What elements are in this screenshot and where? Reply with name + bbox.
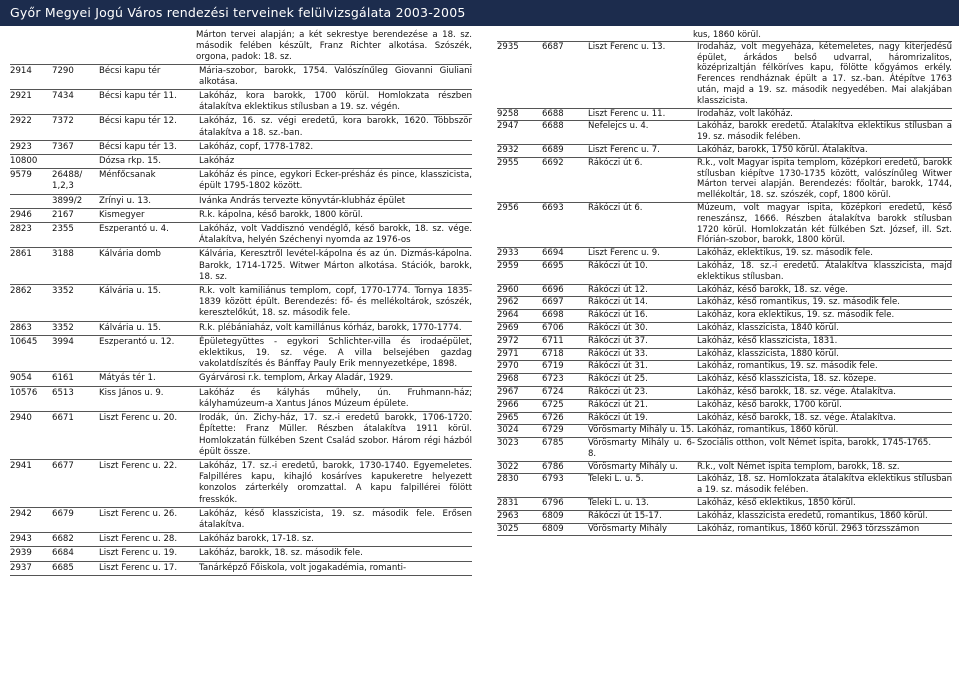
cell-description: Lakóház, romantikus, 19. sz. második fele. (697, 361, 878, 372)
cell-id-number: 2830 (497, 474, 519, 485)
table-row (497, 474, 952, 498)
cell-lot-number: 6793 (542, 474, 564, 485)
table-row (497, 336, 952, 349)
cell-address: Liszt Ferenc u. 26. (99, 508, 178, 519)
cell-lot-number: 6677 (52, 460, 74, 471)
cell-lot-number: 3188 (52, 249, 74, 260)
cell-id-number: 2922 (10, 116, 32, 127)
cell-description: R.k. volt kamiliánus templom, copf, 1770-1774. Tornya 1835-1839 között épült. Berendezés: fő- és mellékoltárok, szószék, keresztelőkút, 18. sz. második fele. (199, 286, 472, 319)
cell-id-number: 2972 (497, 335, 519, 346)
cell-address: Ménfőcsanak (99, 170, 156, 181)
cell-lot-number: 6723 (542, 374, 564, 385)
table-row (10, 223, 472, 248)
cell-id-number: 2942 (10, 508, 32, 519)
cell-lot-number: 3352 (52, 286, 74, 297)
cell-description: Tanárképző Főiskola, volt jogakadémia, romanti- (199, 562, 407, 573)
table-row (497, 524, 952, 537)
table-row (497, 349, 952, 362)
cell-address: Nefelejcs u. 4. (588, 121, 649, 132)
table-row (10, 209, 472, 223)
cell-lot-number: 6726 (542, 412, 564, 423)
cell-description: Lakóház barokk, 17-18. sz. (199, 534, 314, 545)
cell-lot-number: 6687 (542, 41, 564, 52)
table-row (10, 460, 472, 508)
cell-lot-number: 6671 (52, 413, 74, 424)
cell-address: Liszt Ferenc u. 17. (99, 562, 178, 573)
cell-address: Liszt Ferenc u. 7. (588, 144, 660, 155)
cell-id-number: 2862 (10, 286, 32, 297)
cell-description: Lakóház, 16. sz. végi eredetű, kora barokk, 1620. Többször átalakítva a 18. sz.-ban. (199, 116, 472, 138)
cell-description: Lakóház, volt Vaddisznó vendéglő, késő barokk, 18. sz. vége. Átalakítva, helyén Széchenyi nyomda az 1976-os (199, 224, 472, 246)
cell-lot-number: 6684 (52, 548, 74, 559)
cell-description: Múzeum, volt magyar ispita, középkori eredetű, késő reneszánsz, 1666. Részben átalakítva barokk stílusban 1720 körül. Homlokzatán két fülkében Szt. József, ill. Szt. Flórián-szobor, barokk, 1800 körül. (697, 202, 952, 246)
cell-description: R.k., volt Magyar ispita templom, középkori eredetű, barokk stílusban kiépítve 1730-1735 között, valószínűleg Witwer Márton tervei alapján. Berendezés: főoltár, barokk, 1744, mellékoltár, 18. sz. szószék, copf, 1800 körül. (697, 157, 952, 201)
cell-id-number: 2940 (10, 413, 32, 424)
table-row (10, 336, 472, 373)
cell-lot-number: 3994 (52, 336, 74, 347)
table-row (10, 508, 472, 533)
cell-description: Irodaház, volt megyeháza, kétemeletes, nagy kiterjedésű épület, árkádos belső udvarral, háromrizalitos, középrizaltján félköríves kapu, fölötte kőgyámos erkély. Ferences rendháznak épült a 17. sz.-ban. Átépítve 1763 után, majd a 19. sz. második negyedében. Mai alakjában klasszicista. (697, 41, 952, 106)
cell-id-number: 10645 (10, 336, 38, 347)
cell-lot-number: 7367 (52, 141, 74, 152)
cell-address: Mátyás tér 1. (99, 373, 156, 384)
cell-id-number: 2863 (10, 322, 32, 333)
cell-id-number: 2933 (497, 248, 519, 259)
table-row (497, 323, 952, 336)
cell-description: Épületegyüttes - egykori Schlichter-villa és irodaépület, eklektikus, 19. sz. vége. A villa belsejében gazdag vakolatdíszítés és Bánffay Pauly Erik mennyezetképe, 1898. (199, 336, 472, 370)
table-row (497, 261, 952, 285)
cell-id-number: 2960 (497, 284, 519, 295)
cell-description: Lakóház, késő barokk, 1700 körül. (697, 399, 842, 410)
table-row (10, 65, 472, 90)
cell-lot-number: 3899/2 (52, 195, 83, 206)
cell-id-number: 9054 (10, 373, 32, 384)
cell-description: Szociális otthon, volt Német ispita, barokk, 1745-1765. (697, 438, 932, 449)
cell-id-number: 2956 (497, 202, 519, 213)
cell-lot-number: 6809 (542, 523, 564, 534)
table-row (10, 562, 472, 576)
cell-address: Rákóczi út 6. (588, 157, 643, 168)
cell-lot-number: 6688 (542, 108, 564, 119)
cell-address: Vörösmarty Mihály u. 6-8. (588, 438, 695, 459)
cell-description: Lakóház, copf, 1778-1782. (199, 141, 314, 152)
cell-lot-number: 6682 (52, 534, 74, 545)
cell-description: Lakóház, klasszicista, 1840 körül. (697, 322, 839, 333)
cell-address: Liszt Ferenc u. 9. (588, 248, 660, 259)
cell-lot-number: 6698 (542, 310, 564, 321)
cell-address: Liszt Ferenc u. 20. (99, 413, 178, 424)
cell-address: Rákóczi út 19. (588, 412, 648, 423)
cell-id-number: 2937 (10, 562, 32, 573)
left-continuation-text: Márton tervei alapján; a két sekrestye berendezése a 18. sz. második felében készült, Franz Richter alkotása. Szószék, orgona, padok: 18. sz. (196, 30, 472, 63)
cell-id-number: 2831 (497, 498, 519, 509)
cell-description: Lakóház, késő barokk, 18. sz. vége. Átalakítva. (697, 386, 896, 397)
cell-lot-number: 6796 (542, 498, 564, 509)
table-row (10, 141, 472, 155)
table-row (497, 203, 952, 248)
cell-id-number: 2955 (497, 157, 519, 168)
cell-lot-number: 6685 (52, 562, 74, 573)
cell-description: Lakóház, romantikus, 1860 körül. 2963 törzsszámon (697, 523, 920, 534)
page-header (0, 0, 959, 26)
cell-lot-number: 6694 (542, 248, 564, 259)
cell-lot-number: 6689 (542, 144, 564, 155)
cell-address: Kálvária u. 15. (99, 286, 161, 297)
cell-lot-number: 6692 (542, 157, 564, 168)
table-row (10, 248, 472, 285)
table-row (497, 121, 952, 145)
table-row (497, 42, 952, 109)
cell-lot-number: 26488/ 1,2,3 (52, 170, 83, 192)
table-row (10, 387, 472, 412)
table-row (497, 387, 952, 400)
cell-lot-number: 6513 (52, 387, 74, 398)
cell-id-number (10, 196, 49, 207)
cell-lot-number: 6697 (542, 297, 564, 308)
cell-address: Rákóczi út 6. (588, 202, 643, 213)
table-row (497, 285, 952, 298)
cell-address: Bécsi kapu tér (99, 65, 161, 76)
cell-description: Lakóház és kályhás műhely, ún. Fruhmann-ház; kályhamúzeum-a Xantus János Múzeum épülete. (199, 387, 472, 409)
cell-description: Irodaház, volt lakóház. (697, 108, 793, 119)
cell-lot-number: 6693 (542, 202, 564, 213)
table-row (497, 425, 952, 438)
table-row (497, 511, 952, 524)
cell-lot-number: 3352 (52, 322, 74, 333)
right-column (497, 30, 952, 536)
cell-description: Lakóház, romantikus, 1860 körül. (697, 425, 839, 436)
cell-id-number: 10800 (10, 156, 38, 167)
table-row (497, 498, 952, 511)
cell-description: Lakóház, barokk, 1750 körül. Átalakítva. (697, 144, 868, 155)
cell-lot-number: 6786 (542, 461, 564, 472)
cell-description: Mária-szobor, barokk, 1754. Valószínűleg Giovanni Giuliani alkotása. (199, 65, 472, 87)
cell-lot-number: 6729 (542, 425, 564, 436)
cell-lot-number: 6679 (52, 508, 74, 519)
cell-id-number: 2962 (497, 297, 519, 308)
table-row (497, 400, 952, 413)
cell-lot-number: 6724 (542, 386, 564, 397)
cell-lot-number: 6719 (542, 361, 564, 372)
cell-address: Bécsi kapu tér 13. (99, 141, 177, 152)
cell-description: R.k., volt Német ispita templom, barokk, 18. sz. (697, 461, 900, 472)
cell-id-number: 2943 (10, 534, 32, 545)
cell-id-number: 2971 (497, 348, 519, 359)
cell-id-number: 2965 (497, 412, 519, 423)
cell-id-number: 2964 (497, 310, 519, 321)
cell-lot-number: 2167 (52, 209, 74, 220)
cell-address: Liszt Ferenc u. 13. (588, 41, 666, 52)
left-continuation-row (10, 30, 472, 65)
cell-description: Lakóház, késő barokk, 18. sz. vége. Átalakítva. (697, 412, 896, 423)
table-row (10, 195, 472, 209)
table-row (497, 158, 952, 203)
cell-description: Lakóház, klasszicista eredetű, romantikus, 1860 körül. (697, 510, 928, 521)
cell-lot-number: 6725 (542, 399, 564, 410)
cell-id-number: 3024 (497, 425, 519, 436)
table-row (10, 412, 472, 460)
cell-address: Liszt Ferenc u. 22. (99, 460, 178, 471)
cell-address: Eszperantó u. 12. (99, 336, 175, 347)
cell-address: Dózsa rkp. 15. (99, 156, 161, 167)
table-row (10, 322, 472, 336)
cell-description: R.k. kápolna, késő barokk, 1800 körül. (199, 209, 363, 220)
cell-address: Rákóczi út 10. (588, 260, 648, 271)
table-row (10, 155, 472, 169)
cell-id-number: 9579 (10, 170, 32, 181)
cell-address: Zrínyi u. 13. (99, 195, 152, 206)
cell-id-number: 2914 (10, 65, 32, 76)
cell-id-number: 2959 (497, 260, 519, 271)
cell-address: Kálvária domb (99, 249, 161, 260)
cell-description: Lakóház, eklektikus, 19. sz. második fele. (697, 248, 873, 259)
cell-description: Lakóház, késő eklektikus, 1850 körül. (697, 498, 856, 509)
cell-address: Rákóczi út 37. (588, 335, 648, 346)
cell-address: Kálvária u. 15. (99, 322, 161, 333)
table-row (10, 90, 472, 115)
cell-id-number: 2823 (10, 224, 32, 235)
left-column (10, 30, 472, 576)
cell-address: Liszt Ferenc u. 28. (99, 534, 178, 545)
cell-description: Lakóház, barokk eredetű. Átalakítva eklektikus stílusban a 19. sz. második felében. (697, 121, 952, 143)
cell-description: Lakóház, kora eklektikus, 19. sz. második fele. (697, 310, 895, 321)
table-row (497, 361, 952, 374)
cell-id-number: 2946 (10, 209, 32, 220)
cell-address: Kismegyer (99, 209, 145, 220)
cell-lot-number: 6785 (542, 438, 564, 449)
cell-id-number: 3025 (497, 523, 519, 534)
cell-description: Lakóház, késő klasszicista, 1831. (697, 335, 838, 346)
cell-id-number: 2861 (10, 249, 32, 260)
cell-lot-number: 6161 (52, 373, 74, 384)
cell-address: Rákóczi út 15-17. (588, 510, 662, 521)
cell-lot-number: 2355 (52, 224, 74, 235)
cell-lot-number: 7372 (52, 116, 74, 127)
cell-address: Bécsi kapu tér 11. (99, 91, 177, 102)
header-title: Győr Megyei Jogú Város rendezési terveinek felülvizsgálata 2003-2005 (10, 5, 466, 20)
table-row (497, 310, 952, 323)
cell-id-number: 3022 (497, 461, 519, 472)
cell-lot-number: 6695 (542, 260, 564, 271)
cell-description: Lakóház, 18. sz. Homlokzata átalakítva eklektikus stílusban a 19. sz. második felében. (697, 474, 952, 496)
cell-description: Lakóház, kora barokk, 1700 körül. Homlokzata részben átalakítva eklektikus stílusban a 19. sz. végén. (199, 91, 472, 113)
table-row (10, 533, 472, 547)
cell-address: Rákóczi út 33. (588, 348, 648, 359)
cell-description: Lakóház, klasszicista, 1880 körül. (697, 348, 839, 359)
cell-description: Lakóház, barokk, 18. sz. második fele. (199, 548, 363, 559)
table-row (10, 115, 472, 140)
cell-id-number: 2967 (497, 386, 519, 397)
cell-description: Irodák, ún. Zichy-ház, 17. sz.-i eredetű barokk, 1706-1720. Építette: Franz Müller. Részben átalakítva 1911 körül. Homlokzatán fülkében Szent Család szobor. Három régi házból épült össze. (199, 413, 472, 457)
table-row (10, 372, 472, 386)
cell-id-number: 2947 (497, 121, 519, 132)
table-row (10, 169, 472, 194)
right-continuation-row (497, 30, 952, 42)
cell-id-number: 2941 (10, 460, 32, 471)
table-row (497, 145, 952, 158)
cell-lot-number: 7434 (52, 91, 74, 102)
cell-address: Rákóczi út 16. (588, 310, 648, 321)
table-row (10, 547, 472, 561)
cell-address: Kiss János u. 9. (99, 387, 164, 398)
cell-lot-number (52, 156, 96, 167)
cell-id-number: 2921 (10, 91, 32, 102)
cell-lot-number: 6688 (542, 121, 564, 132)
table-row (497, 413, 952, 426)
cell-id-number: 2923 (10, 141, 32, 152)
cell-address: Liszt Ferenc u. 11. (588, 108, 666, 119)
cell-description: Lakóház, késő romantikus, 19. sz. második fele. (697, 297, 900, 308)
cell-id-number: 2969 (497, 322, 519, 333)
cell-id-number: 2968 (497, 374, 519, 385)
cell-id-number: 2966 (497, 399, 519, 410)
table-row (497, 109, 952, 122)
cell-lot-number: 6809 (542, 510, 564, 521)
cell-address: Vörösmarty Mihály (588, 523, 668, 534)
cell-description: R.k. plébániaház, volt kamillánus kórház, barokk, 1770-1774. (199, 322, 462, 333)
cell-description: Lakóház, 18. sz.-i eredetű. Átalakítva klasszicista, majd eklektikus stílusban. (697, 260, 952, 282)
right-continuation-text: kus, 1860 körül. (693, 30, 761, 40)
table-row (497, 248, 952, 261)
cell-description: Kálvária, Keresztről levétel-kápolna és az ún. Dizmás-kápolna. Barokk, 1714-1725. Witwer Márton alkotása. Stációk, barokk, 18. sz. (199, 249, 472, 282)
cell-address: Rákóczi út 14. (588, 297, 648, 308)
cell-lot-number: 6711 (542, 335, 564, 346)
cell-lot-number: 6718 (542, 348, 564, 359)
cell-id-number: 2963 (497, 510, 519, 521)
cell-address: Liszt Ferenc u. 19. (99, 548, 178, 559)
cell-description: Lakóház (199, 156, 235, 167)
cell-address: Bécsi kapu tér 12. (99, 116, 177, 127)
table-row (497, 438, 952, 462)
table-row (497, 374, 952, 387)
cell-description: Lakóház, késő klasszicista, 19. sz. második fele. Erősen átalakítva. (199, 508, 472, 530)
cell-description: Lakóház és pince, egykori Ecker-présház és pince, klasszicista, épült 1795-1802 között. (199, 170, 472, 192)
cell-id-number: 2932 (497, 144, 519, 155)
cell-id-number: 3023 (497, 438, 519, 449)
cell-id-number: 2935 (497, 41, 519, 52)
cell-lot-number: 7290 (52, 65, 74, 76)
cell-description: Lakóház, késő klasszicista, 18. sz. közepe. (697, 374, 877, 385)
cell-address: Rákóczi út 21. (588, 399, 648, 410)
cell-description: Gyárvárosi r.k. templom, Árkay Aladár, 1929. (199, 373, 394, 384)
cell-description: Lakóház, késő barokk, 18. sz. vége. (697, 284, 848, 295)
cell-address: Vörösmarty Mihály u. 15. (588, 425, 695, 436)
cell-lot-number: 6696 (542, 284, 564, 295)
cell-address: Rákóczi út 25. (588, 374, 648, 385)
cell-address: Teleki L. u. 5. (588, 474, 644, 485)
cell-address: Rákóczi út 12. (588, 284, 648, 295)
cell-address: Rákóczi út 23. (588, 386, 648, 397)
cell-address: Rákóczi út 31. (588, 361, 648, 372)
cell-lot-number: 6706 (542, 322, 564, 333)
cell-description: Ivánka András tervezte könyvtár-klubház épület (199, 195, 406, 206)
table-row (497, 297, 952, 310)
cell-description: Lakóház, 17. sz.-i eredetű, barokk, 1730-1740. Egyemeletes. Falpilléres kapu, kihajló kosáríves kapukeretre helyezett konzolos zárterkély oromzattal. A kapu falpillérei fölött fresskók. (199, 460, 472, 505)
cell-id-number: 2939 (10, 548, 32, 559)
table-row (497, 462, 952, 475)
cell-address: Teleki L. u. 13. (588, 498, 650, 509)
cell-id-number: 9258 (497, 108, 519, 119)
table-row (10, 285, 472, 322)
cell-address: Vörösmarty Mihály u. (588, 461, 678, 472)
cell-address: Eszperantó u. 4. (99, 224, 169, 235)
cell-address: Rákóczi út 30. (588, 322, 648, 333)
cell-id-number: 10576 (10, 387, 38, 398)
cell-id-number: 2970 (497, 361, 519, 372)
